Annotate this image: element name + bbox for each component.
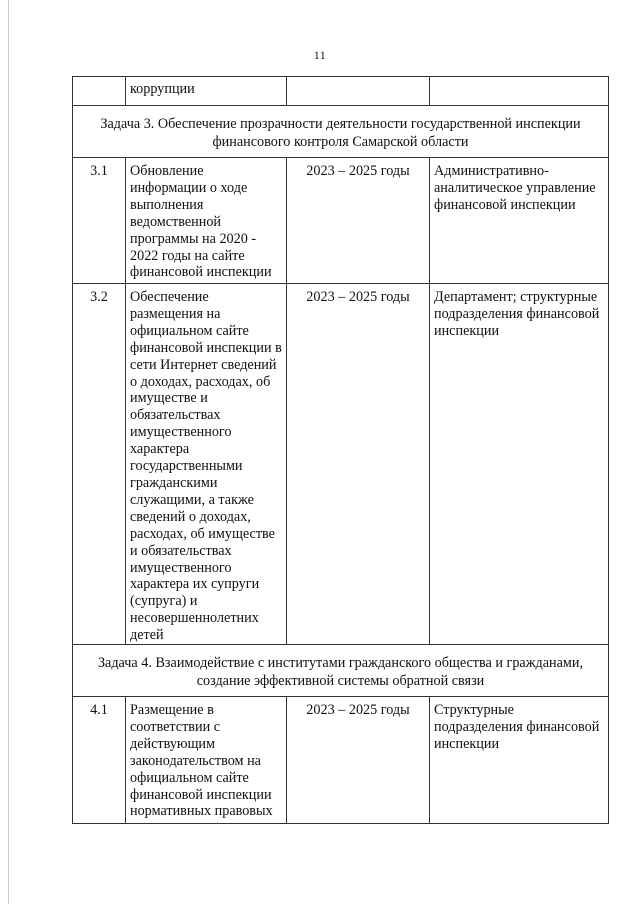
task-4-heading: Задача 4. Взаимодействие с институтами гражданского общества и гражданами, создание эффективной системы обратной связи	[73, 645, 609, 697]
row-number-cell: 3.2	[73, 284, 126, 645]
table-row	[73, 158, 609, 284]
measure-cell: Обеспечение размещения на официальном сайте финансовой инспекции в сети Интернет сведений о доходах, расходах, об имуществе и обязательствах имущественного характера государственными гражданскими служащими, а также сведений о доходах, расходах, об имуществе и обязательствах имущественного характера их супруги (супруга) и несовершеннолетних детей	[126, 284, 287, 645]
responsible-cell	[430, 77, 609, 106]
measure-cell: коррупции	[126, 77, 287, 106]
row-number-cell: 3.1	[73, 158, 126, 284]
period-cell: 2023 – 2025 годы	[287, 697, 430, 824]
measures-table	[72, 76, 609, 824]
measure-cell: Размещение в соответствии с действующим законодательством на официальном сайте финансовой инспекции нормативных правовых	[126, 697, 287, 824]
period-cell: 2023 – 2025 годы	[287, 158, 430, 284]
responsible-cell: Департамент; структурные подразделения финансовой инспекции	[430, 284, 609, 645]
table-row	[73, 77, 609, 106]
task-heading-row	[73, 645, 609, 697]
period-cell	[287, 77, 430, 106]
table-row	[73, 284, 609, 645]
row-number-cell: 4.1	[73, 697, 126, 824]
task-3-heading: Задача 3. Обеспечение прозрачности деятельности государственной инспекции финансового контроля Самарской области	[73, 106, 609, 158]
table-row	[73, 697, 609, 824]
task-heading-row	[73, 106, 609, 158]
period-cell: 2023 – 2025 годы	[287, 284, 430, 645]
scan-margin-line	[8, 0, 9, 904]
measure-cell: Обновление информации о ходе выполнения ведомственной программы на 2020 - 2022 годы на сайте финансовой инспекции	[126, 158, 287, 284]
responsible-cell: Структурные подразделения финансовой инспекции	[430, 697, 609, 824]
responsible-cell: Административно-аналитическое управление финансовой инспекции	[430, 158, 609, 284]
row-number-cell	[73, 77, 126, 106]
page-number: 11	[313, 48, 327, 62]
